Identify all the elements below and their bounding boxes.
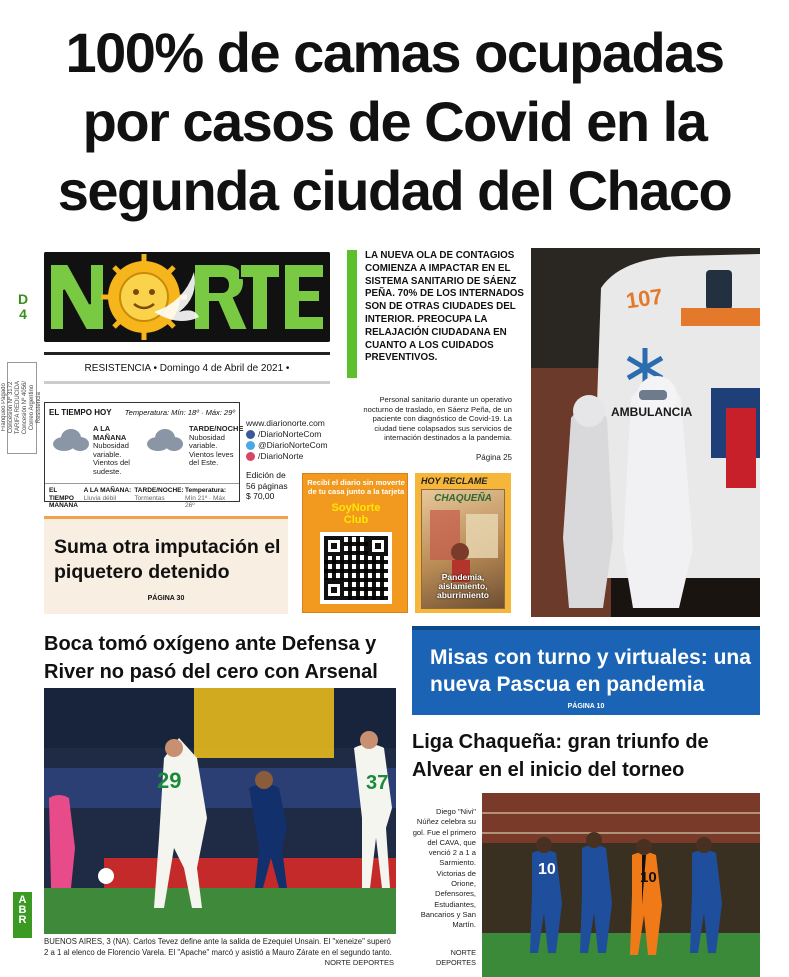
weather-temps: Temperatura: Mín: 18º · Máx: 29º	[124, 408, 235, 417]
weather-morning	[93, 425, 141, 476]
green-accent-bar	[347, 250, 357, 378]
month-tab	[13, 892, 32, 938]
norte-logo[interactable]	[44, 252, 330, 342]
social-links	[246, 418, 338, 462]
liga-caption: Diego "Nivi" Núñez celebra su gol. Fue el primero del CAVA, que venció 2 a 1 a Sarmiento. Victorias de Orione, Defensores, Estudiantes, Bancarios y San Martín.	[412, 807, 476, 930]
covid-lead[interactable]: LA NUEVA OLA DE CONTAGIOS COMIENZA A IMPACTAR EN EL SISTEMA SANITARIO DE SÁENZ PEÑA. 70% DE LOS INTERNADOS SON DE OTRAS CIUDADES DEL INTERIOR. PREOCUPA LA RELAJACIÓN CIUDADANA EN CUANTO A LOS CUIDADOS PREVENTIVOS.	[365, 250, 524, 364]
weather-title: EL TIEMPO HOY	[49, 408, 112, 417]
ambulance-photo[interactable]	[531, 248, 760, 617]
covid-photo-caption: Personal sanitario durante un operativo nocturno de traslado, en Sáenz Peña, de un paciente con diagnóstico de Covid-19. La ciudad tiene colapsados sus servicios de internación destinados a la pandemia.	[363, 395, 512, 442]
jersey-number: 10	[640, 869, 657, 886]
section-letter: D	[17, 291, 29, 307]
weather-box	[44, 402, 244, 509]
edition-line1: Edición de	[246, 470, 286, 480]
tomorrow-morning-value: Lluvia débil	[83, 494, 117, 502]
reclame-title: HOY RECLAME	[421, 476, 488, 486]
section-number: 4	[19, 306, 27, 322]
twitter-link[interactable]: @DiarioNorteCom	[258, 440, 328, 450]
misas-story[interactable]	[412, 626, 760, 715]
liga-headline[interactable]: Liga Chaqueña: gran triunfo de Alvear en el inicio del torneo	[412, 731, 709, 781]
piquetero-story[interactable]	[44, 516, 288, 614]
instagram-icon	[246, 452, 255, 461]
weather-morning-label: A LA MAÑANA	[93, 424, 127, 442]
qr-code-icon[interactable]	[320, 532, 392, 604]
jersey-number: 37	[366, 772, 389, 794]
postal-stamp	[1, 362, 42, 454]
book-cover	[421, 489, 505, 609]
misas-title: Misas con turno y virtuales: una nueva Pascua en pandemia	[430, 646, 751, 696]
main-headline[interactable]: 100% de camas ocupadas por casos de Covid en la segunda ciudad del Chaco	[57, 21, 732, 222]
facebook-link[interactable]: /DiarioNorteCom	[258, 429, 322, 439]
tomorrow-temp-value: Mín 21º · Máx 26º	[184, 494, 226, 509]
piquetero-page: PÁGINA 30	[147, 595, 185, 602]
book-title: CHAQUEÑA	[434, 493, 492, 504]
dateline: RESISTENCIA • Domingo 4 de Abril de 2021 •	[44, 352, 330, 384]
tomorrow-label: EL TIEMPO MAÑANA	[49, 487, 78, 509]
cloud-icon	[145, 427, 183, 453]
boca-headline[interactable]: Boca tomó oxígeno ante Defensa y River no pasó del cero con Arsenal	[44, 633, 378, 683]
edition-info	[246, 470, 306, 502]
weather-evening-label: TARDE/NOCHE	[189, 424, 244, 433]
weather-morning-desc: Nubosidad variable. Vientos del sudeste.	[93, 441, 130, 476]
jersey-number: 10	[538, 861, 556, 878]
boca-caption-text: BUENOS AIRES, 3 (NA). Carlos Tevez define ante la salida de Ezequiel Unsain. El "xeneize" superó 2 a 1 al elenco de Florencio Varela. El "Apache" marcó y asistió a Mauro Zárate en el segundo tanto.	[44, 937, 392, 957]
club-promo[interactable]	[302, 473, 408, 613]
boca-photo[interactable]	[44, 688, 396, 934]
month-tab-text: ABR	[16, 894, 29, 924]
liga-photo[interactable]	[482, 793, 760, 977]
ambulance-number: 107	[624, 283, 665, 314]
weather-evening-desc: Nubosidad variable. Vientos leves del Este.	[189, 432, 234, 467]
tomorrow-temp-label: Temperatura:	[184, 487, 227, 494]
twitter-icon	[246, 441, 255, 450]
facebook-icon	[246, 430, 255, 439]
liga-photo-source: NORTE DEPORTES	[435, 948, 476, 967]
reclame-promo[interactable]	[415, 473, 511, 613]
section-code	[14, 292, 32, 322]
tomorrow-night-value: Tormentas	[134, 494, 165, 502]
club-logo: SoyNorte Club	[331, 502, 381, 526]
cloud-icon	[51, 427, 89, 453]
boca-photo-source: NORTE DEPORTES	[324, 958, 394, 967]
weather-evening	[189, 424, 244, 468]
covid-page-ref: Página 25	[475, 453, 512, 462]
book-subtitle: Pandemia, aislamiento, aburrimiento	[437, 572, 489, 600]
tomorrow-morning-label: A LA MAÑANA:	[83, 487, 132, 494]
misas-page: PÁGINA 10	[567, 703, 605, 710]
piquetero-title: Suma otra imputación el piquetero detenido	[54, 536, 281, 583]
jersey-number: 29	[157, 768, 182, 793]
website-link[interactable]: www.diarionorte.com	[246, 418, 325, 428]
ambulance-word: AMBULANCIA	[611, 405, 693, 419]
postal-text: Franqueo Pagado Concesión Nº 3172 TARIFA REDUCIDA Concesión Nº 4056/ Correo Argentino Resistencia	[1, 381, 42, 435]
weather-tomorrow	[45, 483, 239, 513]
club-promo-text: Recibí el diario sin moverte de tu casa junto a la tarjeta	[307, 478, 405, 496]
edition-pages: 56 páginas	[246, 480, 288, 491]
tomorrow-night-label: TARDE/NOCHE:	[134, 487, 184, 494]
boca-caption	[44, 937, 396, 967]
instagram-link[interactable]: /DiarioNorte	[258, 451, 304, 461]
edition-price: $ 70,00	[246, 491, 275, 501]
